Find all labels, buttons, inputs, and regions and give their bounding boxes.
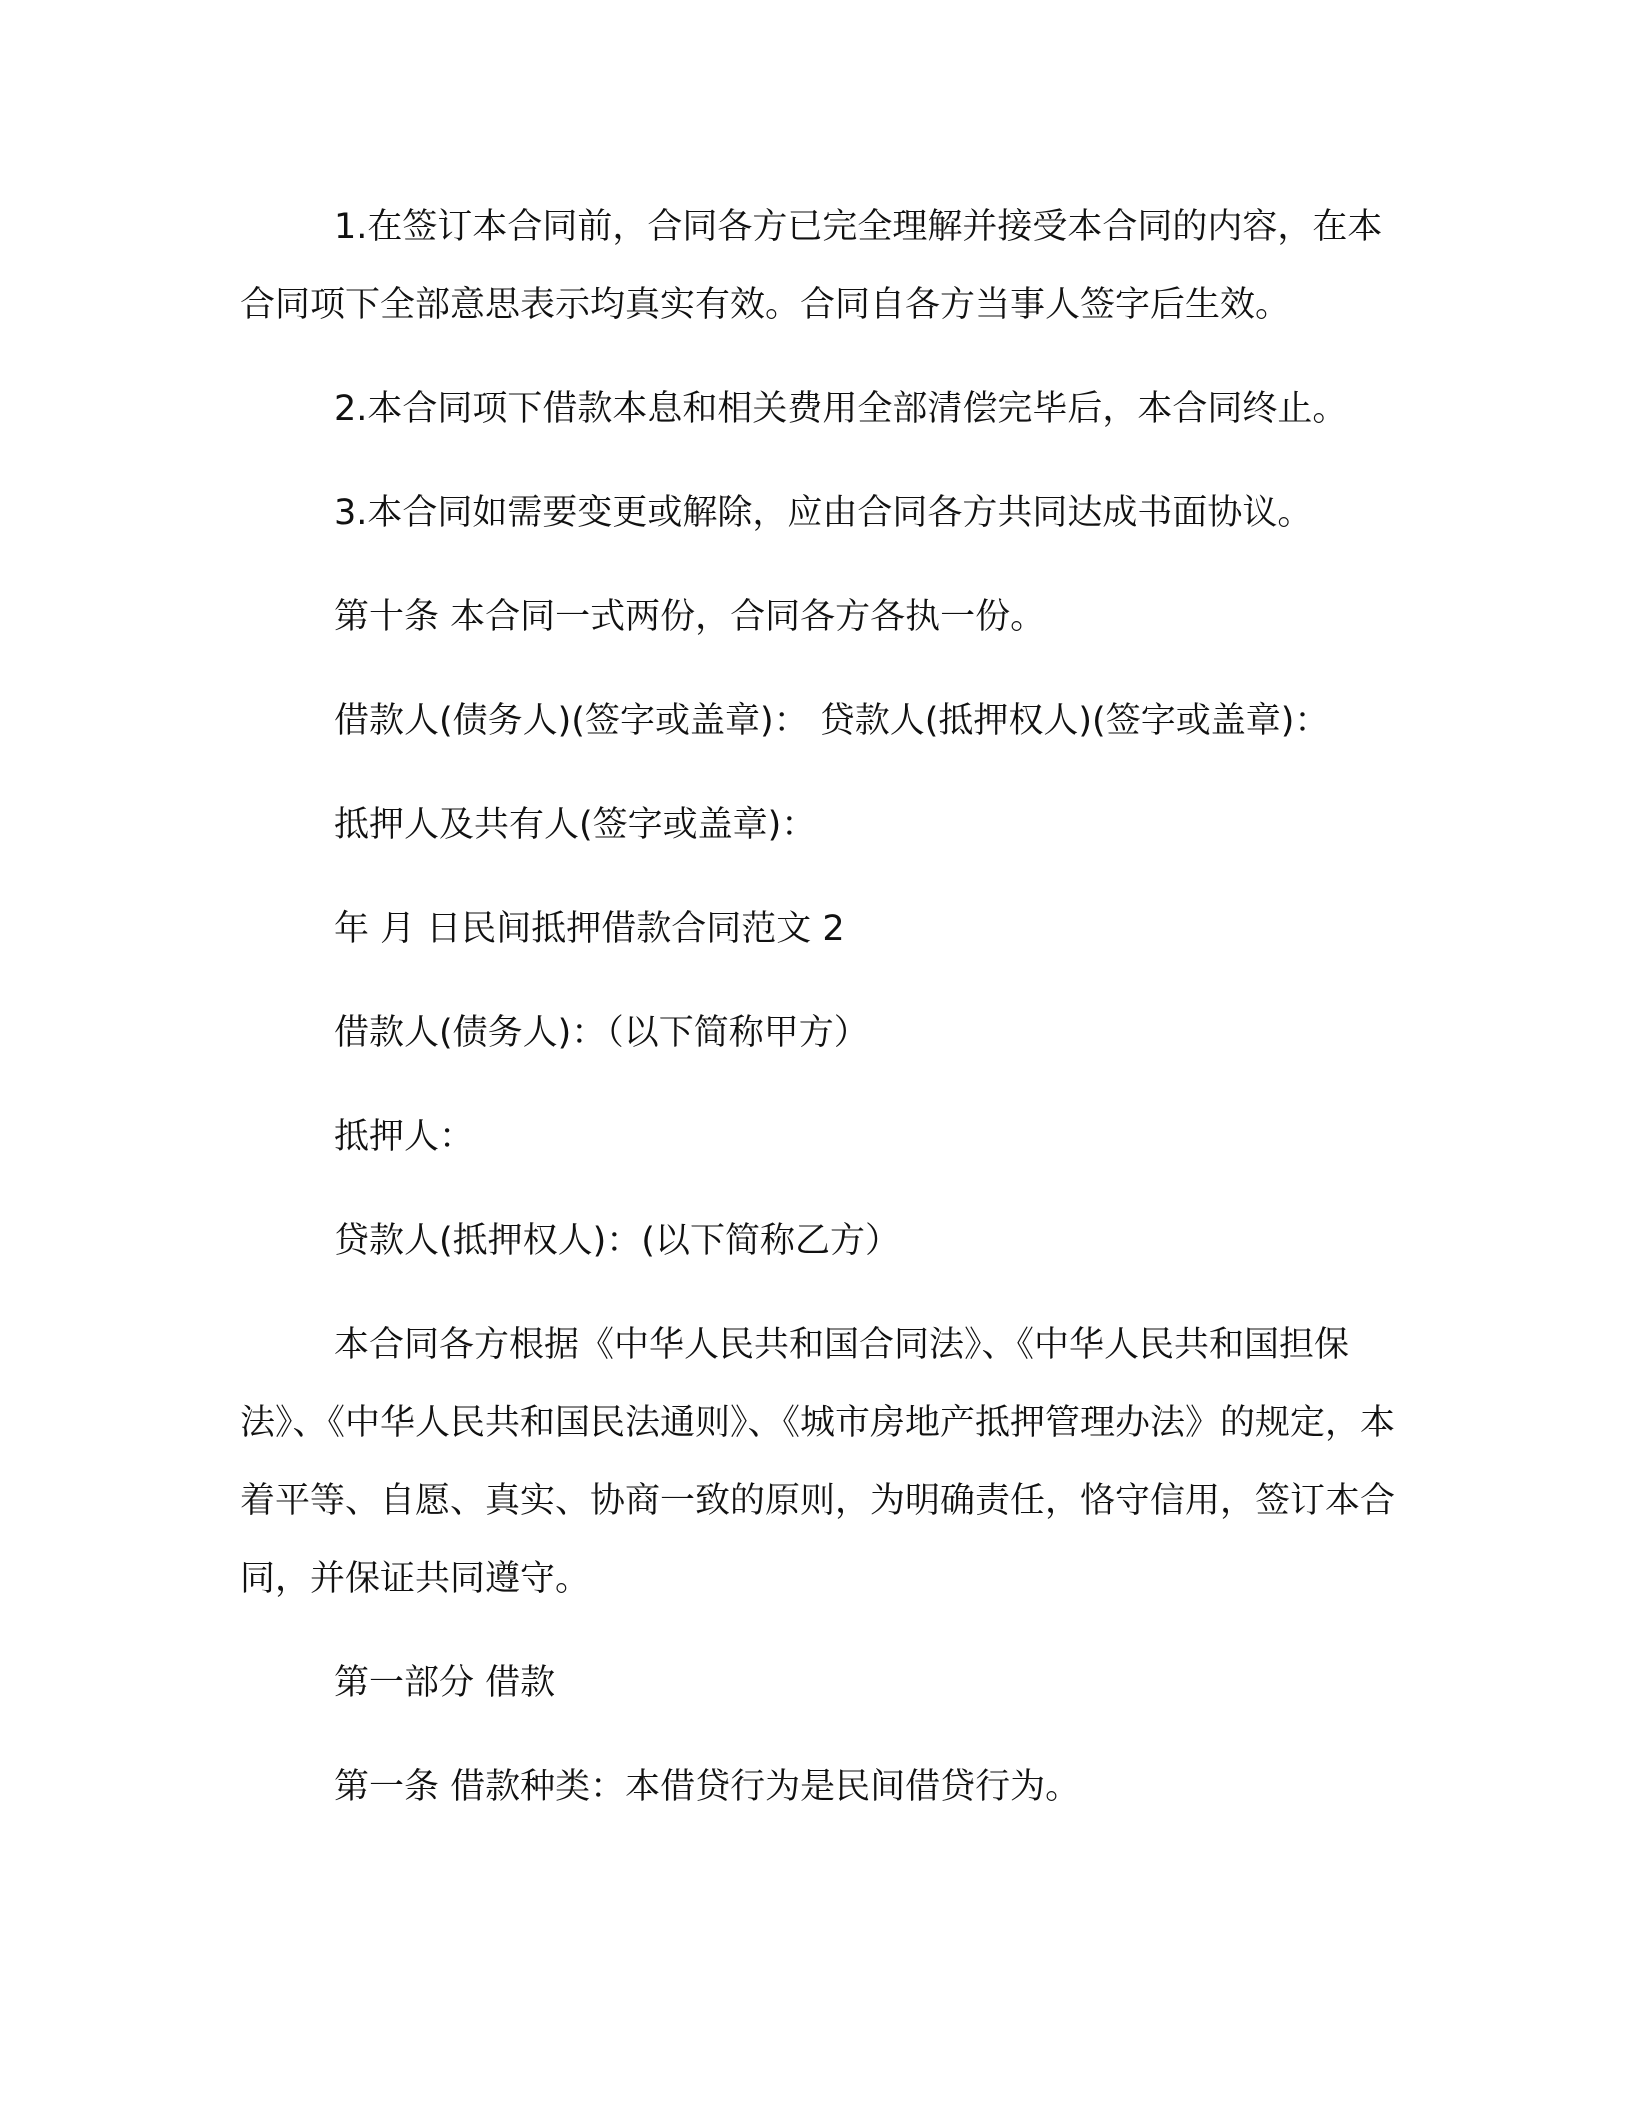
clause-termination: 2.本合同项下借款本息和相关费用全部清偿完毕后，本合同终止。 bbox=[334, 389, 1348, 429]
party-lender: 贷款人(抵押权人)：(以下简称乙方） bbox=[334, 1221, 900, 1261]
party-mortgagor: 抵押人： bbox=[334, 1117, 475, 1157]
clause-amendment: 3.本合同如需要变更或解除，应由合同各方共同达成书面协议。 bbox=[334, 493, 1313, 533]
signature-mortgagor: 抵押人及共有人(签字或盖章)： bbox=[334, 805, 817, 845]
part-one-heading: 第一部分 借款 bbox=[334, 1663, 556, 1703]
article-ten: 第十条 本合同一式两份，合同各方各执一份。 bbox=[334, 597, 1046, 637]
date-and-template-title: 年 月 日民间抵押借款合同范文 2 bbox=[334, 909, 845, 949]
party-borrower: 借款人(债务人)：（以下简称甲方） bbox=[334, 1013, 869, 1053]
article-one: 第一条 借款种类：本借贷行为是民间借贷行为。 bbox=[334, 1767, 1081, 1807]
clause-effectiveness: 1.在签订本合同前，合同各方已完全理解并接受本合同的内容，在本合同项下全部意思表示均真实有效。合同自各方当事人签字后生效。 bbox=[240, 207, 1383, 325]
preamble: 本合同各方根据《中华人民共和国合同法》、《中华人民共和国担保法》、《中华人民共和国民法通则》、《城市房地产抵押管理办法》的规定，本着平等、自愿、真实、协商一致的原则，为明确责任，恪守信用，签订本合同，并保证共同遵守。 bbox=[240, 1325, 1396, 1599]
document-page bbox=[240, 188, 1402, 1826]
signature-borrower-lender: 借款人(债务人)(签字或盖章)： 贷款人(抵押权人)(签字或盖章)： bbox=[334, 701, 1330, 741]
